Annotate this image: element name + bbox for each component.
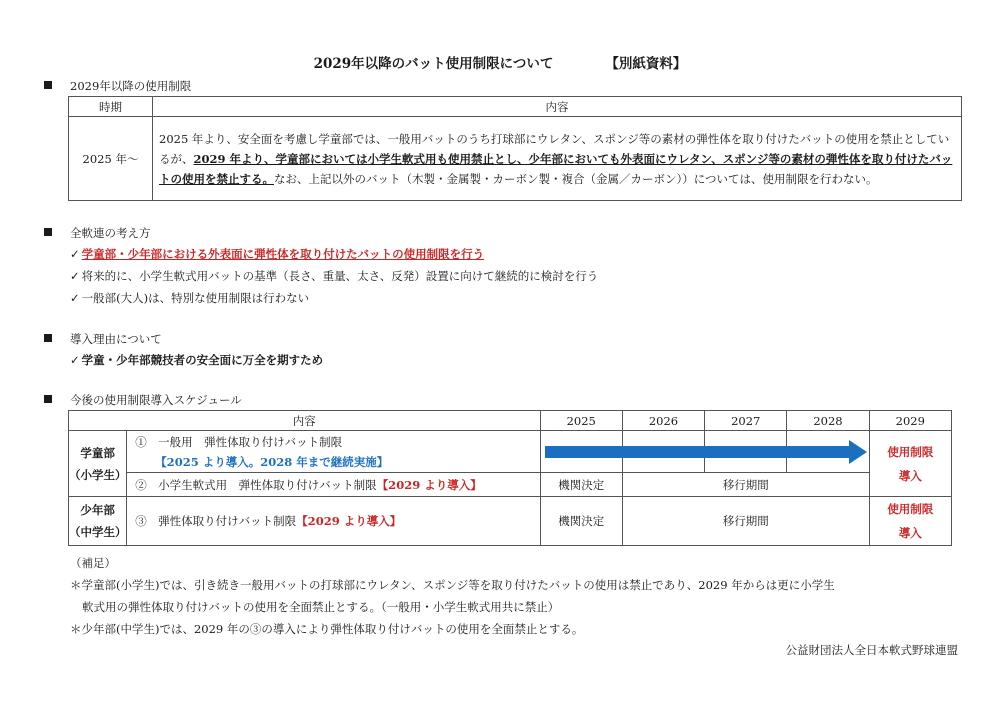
row1-2025 [540,431,622,473]
section-policy-heading: 全軟連の考え方 [44,225,151,241]
policy-item-3: ✓ 一般部(大人)は、特別な使用制限は行わない [70,291,310,305]
square-bullet-icon [44,395,52,403]
policy-item-2: ✓ 将来的に、小学生軟式用バットの基準（長さ、重量、太さ、反発）設置に向けて継続的に検討を行う [70,269,599,283]
title-tag: 【別紙資料】 [605,56,687,72]
year-header: 2028 [787,411,869,431]
schedule-table [68,410,952,546]
note-2: ＊少年部(中学生)では、2029 年の③の導入により弾性体取り付けバットの使用を全面禁止とする。 [70,622,584,636]
section-usage-limit-heading: 2029年以降の使用制限 [44,78,191,94]
reason-item-1: ✓ 学童・少年部競技者の安全面に万全を期すため [70,353,324,367]
check-icon: ✓ [70,291,80,305]
row1-2029: 使用制限 導入 [869,431,951,497]
implementation-arrow [541,440,871,464]
row3-content: ③ 弾性体取り付けバット制限【2029 より導入】 [127,497,540,546]
year-header: 2027 [705,411,787,431]
square-bullet-icon [44,334,52,342]
year-header: 2029 [869,411,951,431]
note-1-line-1: ＊学童部(小学生)では、引き続き一般用バットの打球部にウレタン、スポンジ等を取り付けたバットの使用は禁止であり、2029 年からは更に小学生 [70,578,835,592]
row1-content: ① 一般用 弾性体取り付けバット制限 【2025 より導入。2028 年まで継続実施】 [127,431,540,473]
row2-2025: 機関決定 [540,473,622,497]
section-schedule-heading: 今後の使用制限導入スケジュール [44,392,242,408]
group-elementary: 学童部 （小学生） [69,431,127,497]
organization-name: 公益財団法人全日本軟式野球連盟 [785,643,958,657]
check-icon: ✓ [70,269,80,283]
policy-item-1: ✓ 学童部・少年部における外表面に弾性体を取り付けたバットの使用制限を行う [70,247,485,261]
usage-limit-table [68,96,962,201]
title-text: 2029年以降のバット使用制限について [313,56,554,72]
row3-transition: 移行期間 [622,497,869,546]
square-bullet-icon [44,228,52,236]
period-header: 時期 [69,97,153,117]
group-junior-high: 少年部 （中学生） [69,497,127,546]
year-header: 2025 [540,411,622,431]
year-header: 2026 [622,411,704,431]
section-reason-heading: 導入理由について [44,331,162,347]
row3-2029: 使用制限 導入 [869,497,951,546]
content-cell: 2025 年より、安全面を考慮し学童部では、一般用バットのうち打球部にウレタン、スポンジ等の素材の弾性体を取り付けたバットの使用を禁止としているが、2029 年より、学童部においては小学生軟式用も使用禁止とし、少年部においても外表面にウレタン、スポンジ等の素材の弾性体を取り付けたバットの使用を禁止する。なお、上記以外のバット（木製・金属製・カーボン製・複合（金属／カーボン））については、使用制限を行わない。 [153,117,962,201]
square-bullet-icon [44,81,52,89]
check-icon: ✓ [70,247,80,261]
row2-transition: 移行期間 [622,473,869,497]
row2-content: ② 小学生軟式用 弾性体取り付けバット制限【2029 より導入】 [127,473,540,497]
period-cell: 2025 年～ [69,117,153,201]
notes-heading: （補足） [70,556,116,570]
note-1-line-2: 軟式用の弾性体取り付けバットの使用を全面禁止とする。（一般用・小学生軟式用共に禁止） [82,600,560,614]
check-icon: ✓ [70,353,80,367]
row3-2025: 機関決定 [540,497,622,546]
content-header: 内容 [153,97,962,117]
document-title [0,52,1000,72]
schedule-content-header: 内容 [69,411,541,431]
